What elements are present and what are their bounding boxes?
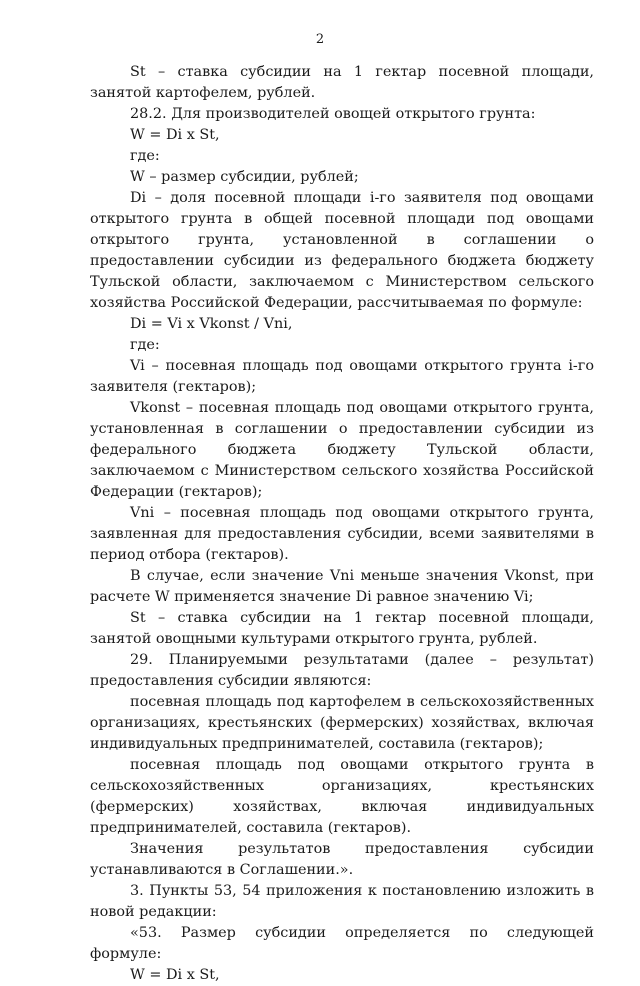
definition: Vi – посевная площадь под овощами открытого грунта i-го заявителя (гектаров); [90,358,594,395]
paragraph: «53. Размер субсидии определяется по следующей формуле: [90,925,594,962]
definition: Vkonst – посевная площадь под овощами открытого грунта, установленная в соглашении о предоставлении субсидии из федерального бюджета бюджету Тульской области, заключаемом с Министерством сельского хозяйства Российской Федерации (гектаров); [90,400,594,500]
paragraph: где: [130,148,160,164]
paragraph: 3. Пункты 53, 54 приложения к постановлению изложить в новой редакции: [90,883,594,920]
document-body [90,62,594,986]
page-number: 2 [315,32,325,47]
paragraph: 28.2. Для производителей овощей открытого грунта: [130,106,536,122]
paragraph: В случае, если значение Vni меньше значения Vkonst, при расчете W применяется значение Di равное значению Vi; [90,568,594,605]
definition: W – размер субсидии, рублей; [130,169,359,185]
definition: Vni – посевная площадь под овощами открытого грунта, заявленная для предоставления субсидии, всеми заявителями в период отбора (гектаров). [90,505,594,563]
list-item: посевная площадь под овощами открытого грунта в сельскохозяйственных организациях, крестьянских (фермерских) хозяйствах, включая индивидуальных предпринимателей, составила (гектаров). [90,757,594,836]
paragraph: 29. Планируемыми результатами (далее – результат) предоставления субсидии являются: [90,652,594,689]
formula: Di = Vi x Vkonst / Vni, [130,316,293,332]
paragraph: St – ставка субсидии на 1 гектар посевной площади, занятой картофелем, рублей. [90,64,594,101]
paragraph: Значения результатов предоставления субсидии устанавливаются в Соглашении.». [90,841,594,878]
formula: W = Di x St, [130,127,220,143]
definition: St – ставка субсидии на 1 гектар посевной площади, занятой овощными культурами открытого грунта, рублей. [90,610,594,647]
paragraph: где: [130,337,160,353]
list-item: посевная площадь под картофелем в сельскохозяйственных организациях, крестьянских (фермерских) хозяйствах, включая индивидуальных предпринимателей, составила (гектаров); [90,694,594,752]
definition: Di – доля посевной площади i-го заявителя под овощами открытого грунта в общей посевной площади под овощами открытого грунта, установленной в соглашении о предоставлении субсидии из федерального бюджета бюджету Тульской области, заключаемом с Министерством сельского хозяйства Российской Федерации, рассчитываемая по формуле: [90,190,594,311]
formula: W = Di x St, [130,967,220,983]
